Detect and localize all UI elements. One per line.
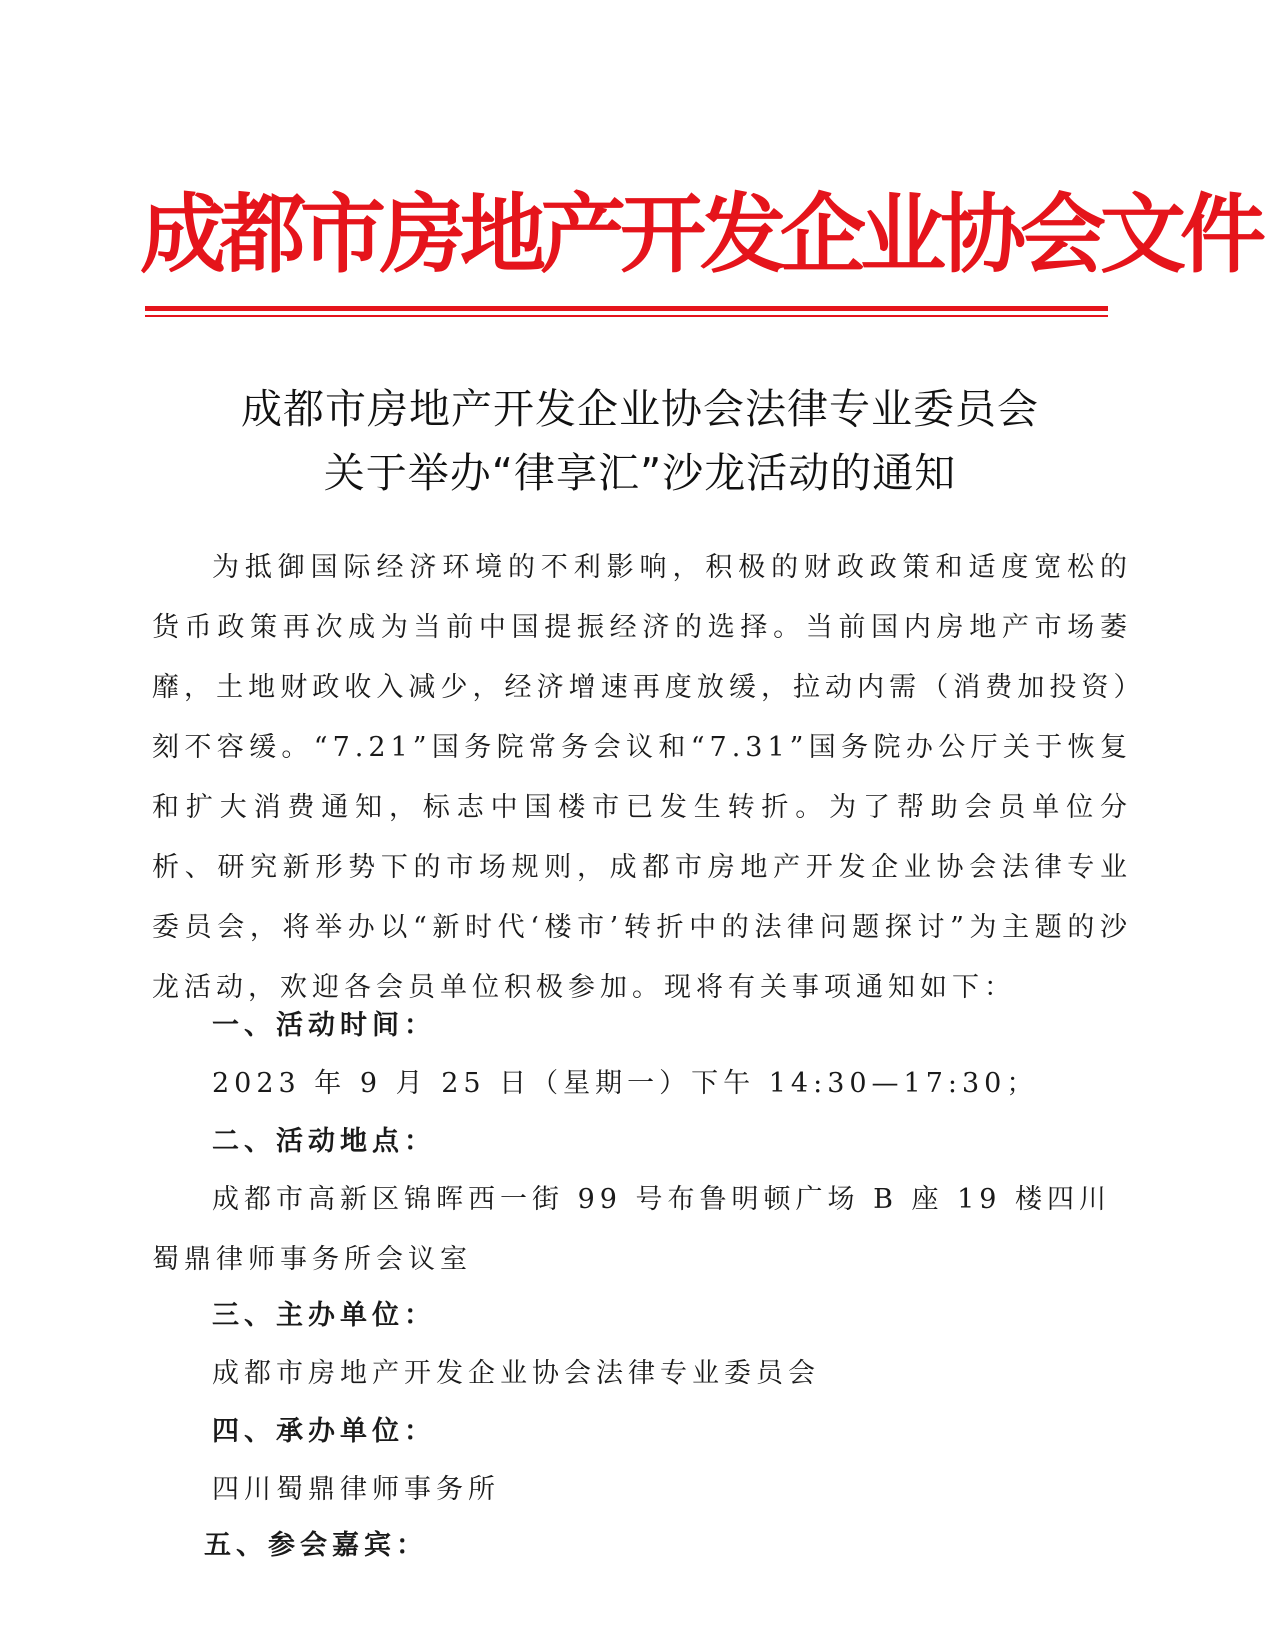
section-time-heading: 一、活动时间：	[212, 1010, 436, 1041]
masthead-rule-thick	[145, 306, 1108, 311]
intro-paragraph-block	[152, 538, 1132, 1018]
section-time-content: 2023 年 9 月 25 日（星期一）下午 14:30—17:30；	[212, 1068, 1039, 1099]
section-host-heading: 四、承办单位：	[212, 1416, 436, 1447]
section-location-heading: 二、活动地点：	[212, 1126, 436, 1157]
section-host-content: 四川蜀鼎律师事务所	[212, 1474, 500, 1505]
section-organizer-heading: 三、主办单位：	[212, 1300, 436, 1331]
notice-title-line2: 关于举办“律享汇”沙龙活动的通知	[323, 449, 957, 497]
document-masthead: 成都市房地产开发企业协会文件	[140, 185, 1260, 285]
masthead-rule-thin	[145, 315, 1108, 317]
section-guests-heading: 五、参会嘉宾：	[204, 1530, 428, 1561]
notice-title-line1: 成都市房地产开发企业协会法律专业委员会	[241, 385, 1039, 433]
section-organizer-content: 成都市房地产开发企业协会法律专业委员会	[212, 1358, 820, 1389]
intro-paragraph: 为抵御国际经济环境的不利影响，积极的财政政策和适度宽松的货币政策再次成为当前中国提振经济的选择。当前国内房地产市场萎靡，土地财政收入减少，经济增速再度放缓，拉动内需（消费加投资）刻不容缓。“7.21”国务院常务会议和“7.31”国务院办公厅关于恢复和扩大消费通知，标志中国楼市已发生转折。为了帮助会员单位分析、研究新形势下的市场规则，成都市房地产开发企业协会法律专业委员会，将举办以“新时代‘楼市’转折中的法律问题探讨”为主题的沙龙活动，欢迎各会员单位积极参加。现将有关事项通知如下：	[152, 552, 1132, 1003]
section-location-content: 成都市高新区锦晖西一街 99 号布鲁明顿广场 B 座 19 楼四川蜀鼎律师事务所会议室	[152, 1184, 1112, 1275]
